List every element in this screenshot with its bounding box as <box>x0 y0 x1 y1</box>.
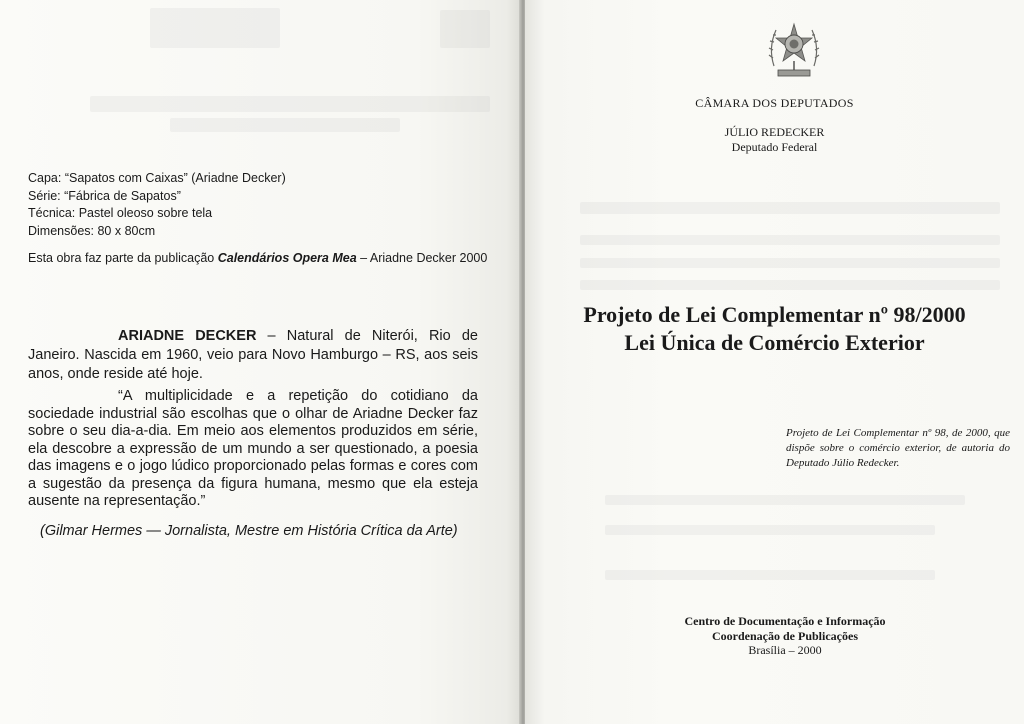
publication-note-suffix: – Ariadne Decker 2000 <box>356 251 488 265</box>
credit-line: Técnica: Pastel oleoso sobre tela <box>28 206 213 220</box>
publication-place-year: Brasília – 2000 <box>748 643 822 657</box>
show-through-mark <box>580 235 1000 245</box>
document-abstract: Projeto de Lei Complementar nº 98, de 2000, que dispõe sobre o comércio exterior, de autoria do Deputado Júlio Redecker. <box>786 427 1010 469</box>
credit-line: Dimensões: 80 x 80cm <box>28 223 156 238</box>
publisher-footer <box>525 614 1024 658</box>
show-through-mark <box>440 10 490 48</box>
critic-quote <box>28 388 478 511</box>
artist-name: ARIADNE DECKER <box>118 328 257 344</box>
artist-bio-text: – Natural de Niterói, Rio de Janeiro. Nascida em 1960, veio para Novo Hamburgo – RS, aos seis anos, onde reside até hoje. <box>28 328 478 382</box>
chamber-heading: CÂMARA DOS DEPUTADOS <box>695 96 854 110</box>
show-through-mark <box>605 525 935 535</box>
publication-note <box>28 251 487 265</box>
cover-credits <box>28 170 498 240</box>
show-through-mark <box>170 118 400 132</box>
artist-bio <box>28 327 478 384</box>
publication-note-prefix: Esta obra faz parte da publicação <box>28 251 218 265</box>
show-through-mark <box>580 258 1000 268</box>
coat-of-arms-emblem <box>766 18 822 84</box>
credit-line: Capa: “Sapatos com Caixas” (Ariadne Decker) <box>28 171 286 185</box>
credit-line: Série: “Fábrica de Sapatos” <box>28 188 181 203</box>
critic-quote-text: “A multiplicidade e a repetição do cotidiano da sociedade industrial são escolhas que o olhar de Ariadne Decker faz sobre o seu dia-a-dia. Em meio aos elementos produzidos em série, ela descobre a expressão de um mundo a ser questionado, a poesia das imagens e o jogo lúdico proporcionado pelas formas e cores com a sugestão da presença da figura humana, mesmo que ela esteja ausente na representação.” <box>28 388 478 509</box>
show-through-mark <box>580 280 1000 290</box>
document-subtitle: Lei Única de Comércio Exterior <box>624 330 925 355</box>
quote-attribution: (Gilmar Hermes — Jornalista, Mestre em História Crítica da Arte) <box>40 523 458 539</box>
show-through-mark <box>150 8 280 48</box>
show-through-mark <box>90 96 490 112</box>
show-through-mark <box>605 570 935 580</box>
show-through-mark <box>605 495 965 505</box>
publisher-center: Centro de Documentação e Informação <box>684 614 886 628</box>
deputy-name: JÚLIO REDECKER <box>724 125 825 139</box>
show-through-mark <box>580 202 1000 214</box>
deputy-role: Deputado Federal <box>731 140 818 154</box>
publisher-department: Coordenação de Publicações <box>712 628 858 643</box>
publication-note-title: Calendários Opera Mea <box>217 251 357 265</box>
document-title: Projeto de Lei Complementar nº 98/2000 <box>583 302 966 327</box>
